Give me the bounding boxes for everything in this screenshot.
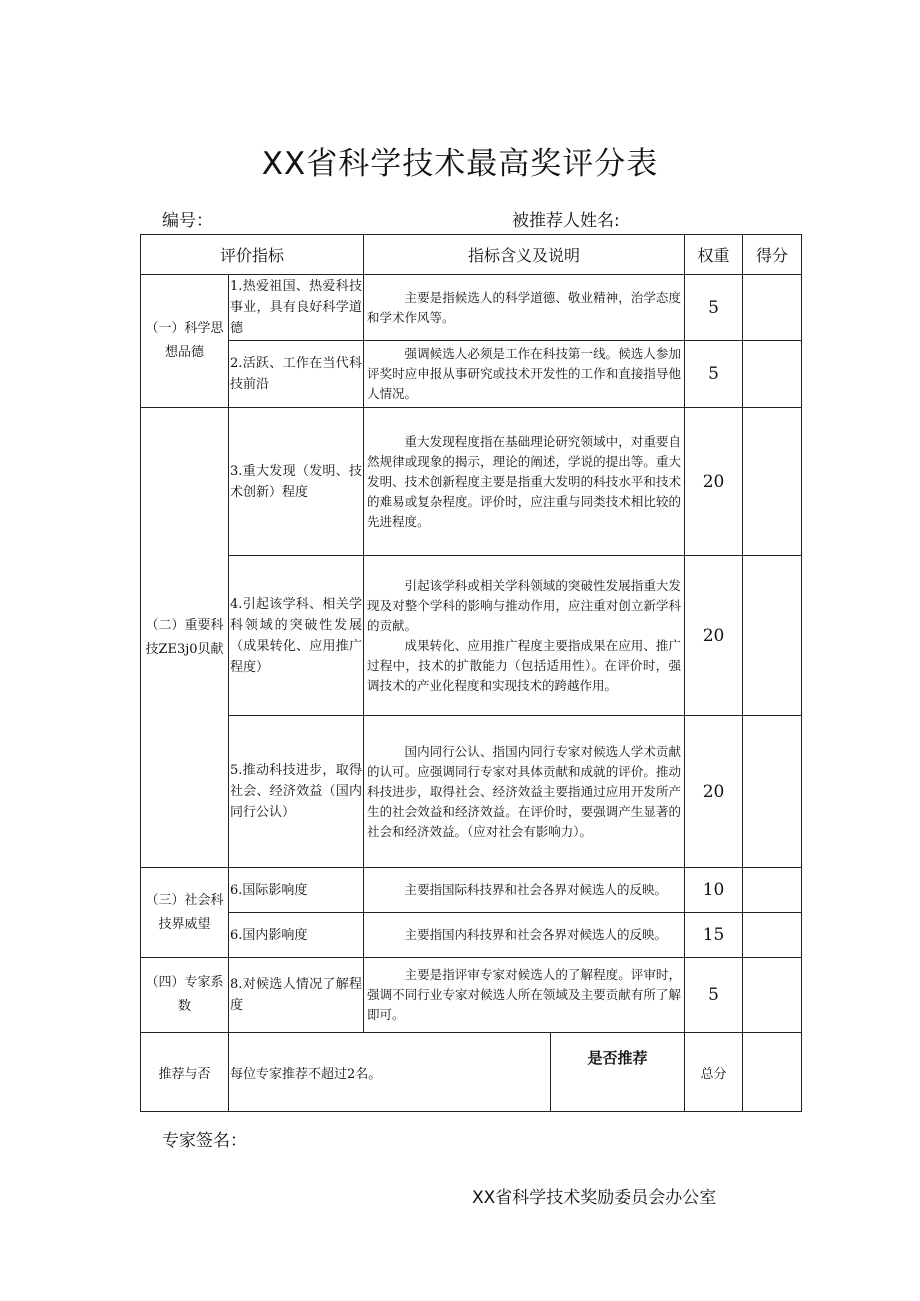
header-weight: 权重 — [685, 235, 743, 275]
description-cell — [364, 408, 685, 556]
score-table — [140, 234, 802, 1112]
weight-cell: 5 — [685, 958, 743, 1033]
description-cell — [364, 341, 685, 408]
total-label: 总分 — [685, 1033, 743, 1112]
whether-recommend-label: 是否推荐 — [587, 1049, 648, 1067]
description-text: 主要指国际科技界和社会各界对候选人的反映。 — [404, 882, 668, 897]
page-title: XX省科学技术最高奖评分表 — [261, 146, 659, 182]
issuing-organization: XX省科学技术奖励委员会办公室 — [472, 1188, 717, 1208]
indicator-cell: 4.引起该学科、相关学科领域的突破性发展（成果转化、应用推广程度） — [229, 556, 364, 716]
weight-cell: 10 — [685, 868, 743, 913]
description-text: 主要是指候选人的科学道德、敬业精神，治学态度和学术作风等。 — [367, 289, 682, 325]
nominee-label: 被推荐人姓名: — [512, 211, 620, 231]
category-cell: （一）科学思想品德 — [141, 275, 229, 408]
score-input-cell[interactable] — [743, 868, 802, 913]
description-text: 重大发现程度指在基础理论研究领域中，对重要自然规律或现象的揭示，理论的阐述，学说的提出等。重大发明、技术创新程度主要是指重大发明的科技水平和技术的难易或复杂程度。评价时，应注重与同类技术相比较的先进程度。 — [367, 433, 682, 529]
header-score: 得分 — [743, 235, 802, 275]
indicator-cell: 2.活跃、工作在当代科技前沿 — [229, 341, 364, 408]
table-row — [141, 408, 802, 556]
weight-cell: 20 — [685, 556, 743, 716]
description-cell — [364, 868, 685, 913]
description-text: 引起该学科或相关学科领域的突破性发展指重大发现及对整个学科的影响与推动作用，应注重对创立新学科的贡献。 — [367, 577, 682, 633]
table-row — [141, 716, 802, 868]
indicator-cell: 1.热爱祖国、热爱科技事业，具有良好科学道德 — [229, 275, 364, 341]
description-cell — [364, 275, 685, 341]
description-cell — [364, 716, 685, 868]
score-input-cell[interactable] — [743, 556, 802, 716]
description-cell — [364, 958, 685, 1033]
weight-cell: 20 — [685, 716, 743, 868]
table-row — [141, 958, 802, 1033]
description-cell — [364, 556, 685, 716]
category-cell: （四）专家系数 — [141, 958, 229, 1033]
weight-cell: 5 — [685, 341, 743, 408]
number-label: 编号： — [162, 211, 213, 231]
weight-cell: 5 — [685, 275, 743, 341]
recommend-row — [141, 1033, 802, 1112]
category-cell: （二）重要科技ZE3j0贝献 — [141, 408, 229, 868]
header-indicator: 评价指标 — [141, 235, 364, 275]
indicator-cell: 6.国内影响度 — [229, 913, 364, 958]
expert-signature-label: 专家签名： — [162, 1131, 247, 1151]
table-row — [141, 913, 802, 958]
recommend-label: 推荐与否 — [141, 1033, 229, 1112]
indicator-cell: 8.对候选人情况了解程度 — [229, 958, 364, 1033]
description-cell — [364, 913, 685, 958]
description-text: 主要指国内科技界和社会各界对候选人的反映。 — [404, 927, 668, 942]
description-text: 国内同行公认、指国内同行专家对候选人学术贡献的认可。应强调同行专家对具体贡献和成就的评价。推动科技进步，取得社会、经济效益主要指通过应用开发所产生的社会效益和经济效益。在评价时，要强调产生显著的社会和经济效益。（应对社会有影响力）。 — [367, 743, 682, 839]
score-input-cell[interactable] — [743, 408, 802, 556]
description-text: 成果转化、应用推广程度主要指成果在应用、推广过程中，技术的扩散能力（包括适用性）。在评价时，强调技术的产业化程度和实现技术的跨越作用。 — [367, 637, 682, 693]
category-cell: （三）社会科技界威望 — [141, 868, 229, 958]
score-input-cell[interactable] — [743, 341, 802, 408]
description-text: 强调候选人必须是工作在科技第一线。候选人参加评奖时应申报从事研究或技术开发性的工作和直接指导他人情况。 — [367, 346, 682, 401]
total-score-cell[interactable] — [743, 1033, 802, 1112]
weight-cell: 15 — [685, 913, 743, 958]
table-row — [141, 341, 802, 408]
table-header-row — [141, 235, 802, 275]
score-input-cell[interactable] — [743, 913, 802, 958]
table-row — [141, 868, 802, 913]
recommend-note: 每位专家推荐不超过2名。 — [229, 1033, 551, 1111]
score-input-cell[interactable] — [743, 958, 802, 1033]
table-row — [141, 556, 802, 716]
recommend-note-group — [229, 1033, 685, 1112]
indicator-cell: 5.推动科技进步，取得社会、经济效益（国内同行公认） — [229, 716, 364, 868]
score-input-cell[interactable] — [743, 716, 802, 868]
table-row — [141, 275, 802, 341]
header-meaning: 指标含义及说明 — [364, 235, 685, 275]
weight-cell: 20 — [685, 408, 743, 556]
indicator-cell: 6.国际影响度 — [229, 868, 364, 913]
score-input-cell[interactable] — [743, 275, 802, 341]
indicator-cell: 3.重大发现（发明、技术创新）程度 — [229, 408, 364, 556]
description-text: 主要是指评审专家对候选人的了解程度。评审时，强调不同行业专家对候选人所在领域及主要贡献有所了解即可。 — [367, 967, 682, 1022]
